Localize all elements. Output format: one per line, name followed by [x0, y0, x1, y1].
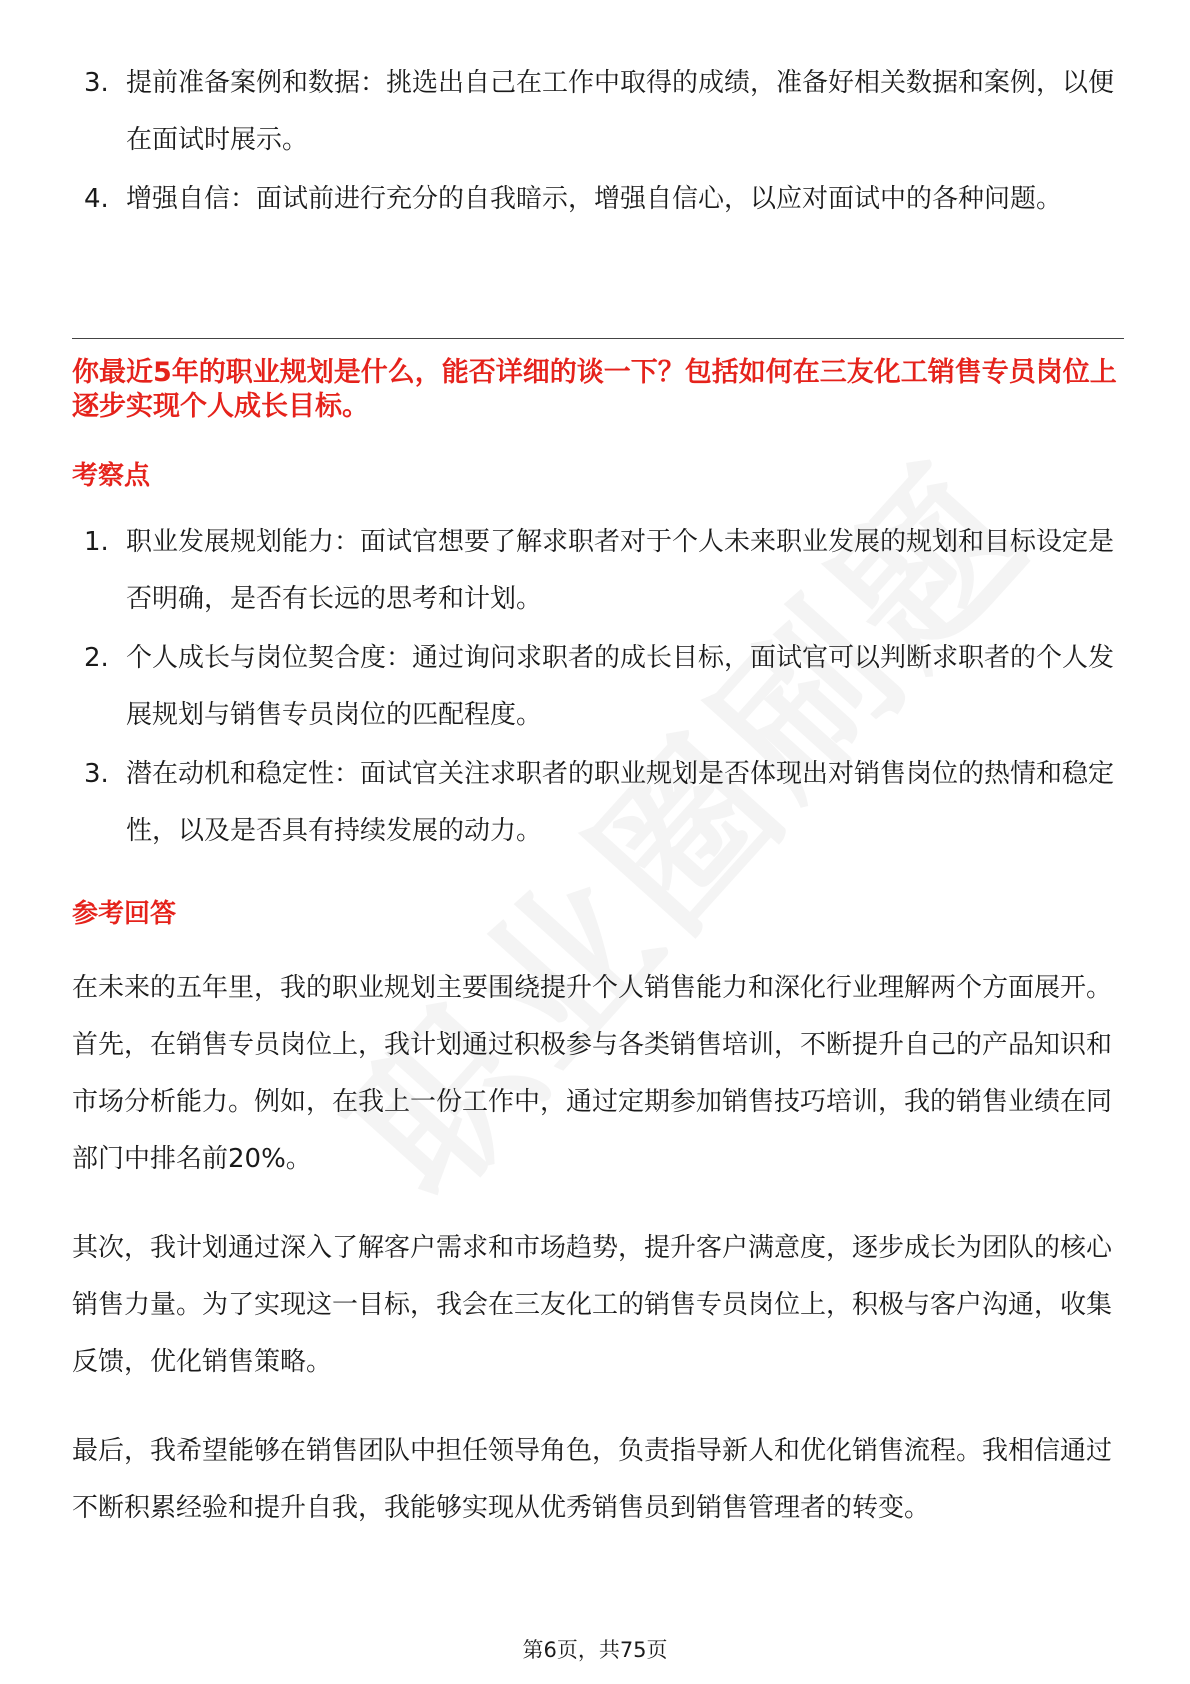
answer-paragraph: 最后，我希望能够在销售团队中担任领导角色，负责指导新人和优化销售流程。我相信通过不断积累经验和提升自我，我能够实现从优秀销售员到销售管理者的转变。: [72, 1436, 1113, 1523]
list-item: [84, 746, 1124, 860]
list-number: 4.: [84, 184, 109, 214]
list-text: 增强自信：面试前进行充分的自我暗示，增强自信心，以应对面试中的各种问题。: [126, 184, 1063, 214]
considerations-heading: 考察点: [72, 461, 151, 491]
list-text: 职业发展规划能力：面试官想要了解求职者对于个人未来职业发展的规划和目标设定是否明确，是否有长远的思考和计划。: [126, 527, 1115, 614]
answer-paragraph: 其次，我计划通过深入了解客户需求和市场趋势，提升客户满意度，逐步成长为团队的核心销售力量。为了实现这一目标，我会在三友化工的销售专员岗位上，积极与客户沟通，收集反馈，优化销售策略。: [72, 1233, 1113, 1377]
answer-heading: 参考回答: [72, 899, 177, 929]
list-number: 2.: [84, 643, 109, 673]
list-number: 1.: [84, 527, 109, 557]
list-number: 3.: [84, 68, 109, 98]
list-text: 提前准备案例和数据：挑选出自己在工作中取得的成绩，准备好相关数据和案例，以便在面试时展示。: [126, 68, 1115, 155]
section-divider: [72, 338, 1124, 339]
list-number: 3.: [84, 759, 109, 789]
preparation-list: [84, 55, 1124, 230]
considerations-list: [84, 514, 1124, 862]
list-text: 个人成长与岗位契合度：通过询问求职者的成长目标，面试官可以判断求职者的个人发展规划与销售专员岗位的匹配程度。: [126, 643, 1115, 730]
answer-paragraph: 在未来的五年里，我的职业规划主要围绕提升个人销售能力和深化行业理解两个方面展开。首先，在销售专员岗位上，我计划通过积极参与各类销售培训，不断提升自己的产品知识和市场分析能力。例如，在我上一份工作中，通过定期参加销售技巧培训，我的销售业绩在同部门中排名前20%。: [72, 973, 1113, 1174]
list-item: [84, 171, 1124, 228]
list-item: [84, 514, 1124, 628]
list-item: [84, 55, 1124, 169]
list-text: 潜在动机和稳定性：面试官关注求职者的职业规划是否体现出对销售岗位的热情和稳定性，以及是否具有持续发展的动力。: [126, 759, 1115, 846]
list-item: [84, 630, 1124, 744]
page-footer: 第6页，共75页: [522, 1638, 668, 1662]
interview-question: 你最近5年的职业规划是什么，能否详细的谈一下？包括如何在三友化工销售专员岗位上逐步实现个人成长目标。: [72, 357, 1117, 422]
